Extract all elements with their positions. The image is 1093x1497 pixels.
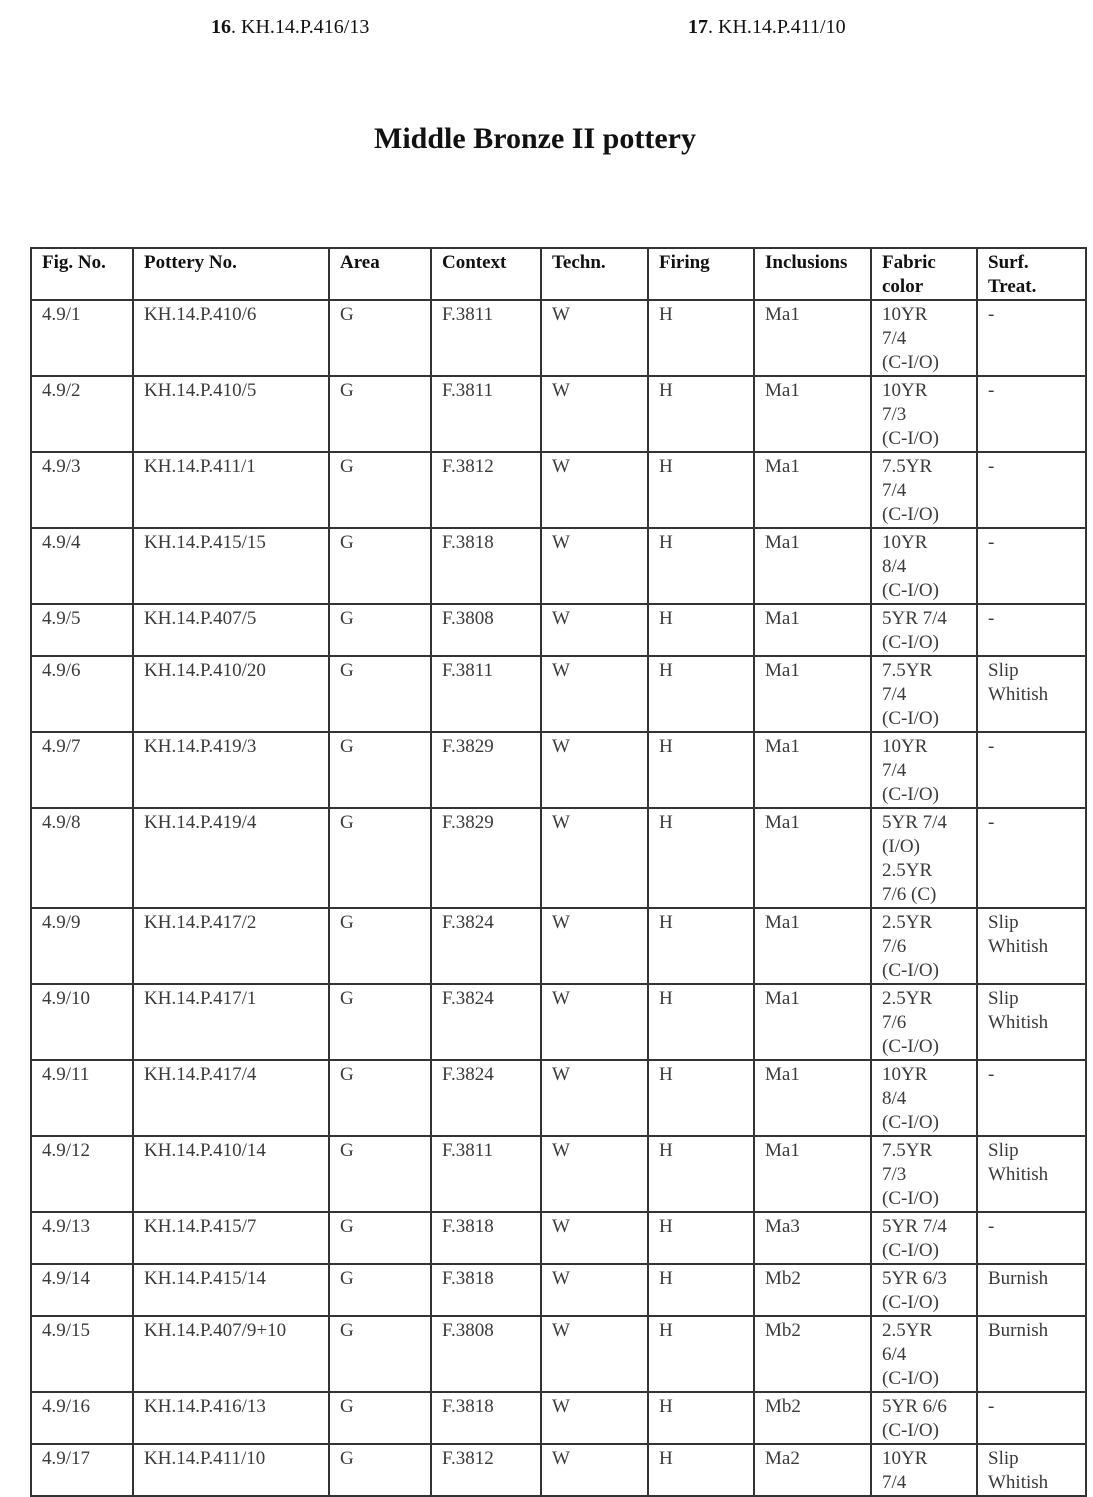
cell-fabric-color: 7.5YR 7/4 (C-I/O) [871,656,977,732]
figure-caption-16 [211,16,369,39]
cell-firing: H [648,1060,754,1136]
cell-pottery-no: KH.14.P.415/7 [133,1212,329,1264]
cell-inclusions: Mb2 [754,1316,871,1392]
cell-area: G [329,452,431,528]
cell-techn: W [541,656,648,732]
cell-context: F.3818 [431,1264,541,1316]
cell-fig-no: 4.9/1 [31,300,133,376]
cell-inclusions: Ma1 [754,808,871,908]
cell-fabric-color: 10YR 7/4 (C-I/O) [871,732,977,808]
cell-fabric-color: 5YR 6/3 (C-I/O) [871,1264,977,1316]
cell-firing: H [648,604,754,656]
cell-inclusions: Ma1 [754,1136,871,1212]
cell-fig-no: 4.9/15 [31,1316,133,1392]
cell-surf-treat: - [977,528,1086,604]
cell-fig-no: 4.9/11 [31,1060,133,1136]
cell-area: G [329,808,431,908]
table-row [31,656,1086,732]
cell-surf-treat: Slip Whitish [977,1444,1086,1496]
cell-pottery-no: KH.14.P.410/14 [133,1136,329,1212]
cell-firing: H [648,1316,754,1392]
cell-inclusions: Mb2 [754,1264,871,1316]
page-title: Middle Bronze II pottery [374,122,696,155]
table-row [31,908,1086,984]
cell-firing: H [648,528,754,604]
cell-inclusions: Ma1 [754,656,871,732]
cell-fabric-color: 10YR 7/4 [871,1444,977,1496]
table-row [31,528,1086,604]
cell-inclusions: Ma1 [754,732,871,808]
cell-area: G [329,1212,431,1264]
cell-firing: H [648,300,754,376]
figure-caption-17 [688,16,846,39]
cell-techn: W [541,1212,648,1264]
column-header-surf-treat: Surf. Treat. [977,248,1086,300]
cell-pottery-no: KH.14.P.417/2 [133,908,329,984]
cell-context: F.3811 [431,376,541,452]
cell-techn: W [541,1316,648,1392]
cell-surf-treat: Slip Whitish [977,984,1086,1060]
cell-firing: H [648,732,754,808]
cell-pottery-no: KH.14.P.415/15 [133,528,329,604]
table-row [31,300,1086,376]
cell-inclusions: Ma3 [754,1212,871,1264]
header-row [31,248,1086,300]
table-row [31,376,1086,452]
cell-techn: W [541,376,648,452]
cell-context: F.3811 [431,1136,541,1212]
cell-pottery-no: KH.14.P.410/5 [133,376,329,452]
table-row [31,1060,1086,1136]
cell-pottery-no: KH.14.P.407/9+10 [133,1316,329,1392]
cell-surf-treat: Slip Whitish [977,908,1086,984]
cell-inclusions: Ma1 [754,452,871,528]
cell-surf-treat: - [977,1392,1086,1444]
table-row [31,1264,1086,1316]
column-header-context: Context [431,248,541,300]
table-row [31,1316,1086,1392]
cell-fig-no: 4.9/9 [31,908,133,984]
table-row [31,808,1086,908]
table-row [31,604,1086,656]
column-header-fig-no: Fig. No. [31,248,133,300]
cell-inclusions: Ma1 [754,528,871,604]
cell-firing: H [648,808,754,908]
cell-inclusions: Ma1 [754,604,871,656]
cell-surf-treat: Slip Whitish [977,1136,1086,1212]
cell-pottery-no: KH.14.P.411/1 [133,452,329,528]
cell-fig-no: 4.9/13 [31,1212,133,1264]
cell-fabric-color: 5YR 6/6 (C-I/O) [871,1392,977,1444]
column-header-techn: Techn. [541,248,648,300]
cell-area: G [329,528,431,604]
cell-surf-treat: - [977,732,1086,808]
cell-surf-treat: Burnish [977,1316,1086,1392]
cell-area: G [329,300,431,376]
cell-firing: H [648,1444,754,1496]
cell-techn: W [541,528,648,604]
column-header-pottery-no: Pottery No. [133,248,329,300]
cell-fabric-color: 2.5YR 7/6 (C-I/O) [871,984,977,1060]
table-row [31,1212,1086,1264]
cell-context: F.3818 [431,1212,541,1264]
cell-context: F.3808 [431,1316,541,1392]
cell-techn: W [541,1264,648,1316]
cell-context: F.3829 [431,808,541,908]
column-header-area: Area [329,248,431,300]
cell-surf-treat: - [977,376,1086,452]
cell-firing: H [648,1264,754,1316]
cell-fig-no: 4.9/14 [31,1264,133,1316]
cell-fig-no: 4.9/10 [31,984,133,1060]
cell-fig-no: 4.9/16 [31,1392,133,1444]
cell-area: G [329,1392,431,1444]
caption-text: . KH.14.P.411/10 [708,16,846,38]
cell-firing: H [648,908,754,984]
cell-pottery-no: KH.14.P.416/13 [133,1392,329,1444]
cell-pottery-no: KH.14.P.417/4 [133,1060,329,1136]
cell-pottery-no: KH.14.P.410/20 [133,656,329,732]
cell-area: G [329,908,431,984]
caption-text: . KH.14.P.416/13 [231,16,370,38]
table-row [31,1392,1086,1444]
cell-inclusions: Ma2 [754,1444,871,1496]
cell-fabric-color: 10YR 7/3 (C-I/O) [871,376,977,452]
cell-fabric-color: 10YR 7/4 (C-I/O) [871,300,977,376]
cell-context: F.3824 [431,908,541,984]
cell-surf-treat: - [977,604,1086,656]
cell-surf-treat: Slip Whitish [977,656,1086,732]
cell-firing: H [648,1392,754,1444]
cell-context: F.3811 [431,656,541,732]
cell-surf-treat: Burnish [977,1264,1086,1316]
cell-inclusions: Ma1 [754,984,871,1060]
cell-context: F.3824 [431,1060,541,1136]
cell-techn: W [541,452,648,528]
cell-pottery-no: KH.14.P.411/10 [133,1444,329,1496]
cell-inclusions: Ma1 [754,908,871,984]
cell-area: G [329,1444,431,1496]
cell-techn: W [541,732,648,808]
cell-fabric-color: 2.5YR 6/4 (C-I/O) [871,1316,977,1392]
cell-techn: W [541,984,648,1060]
cell-context: F.3808 [431,604,541,656]
cell-fig-no: 4.9/5 [31,604,133,656]
cell-surf-treat: - [977,452,1086,528]
column-header-fabric-color: Fabric color [871,248,977,300]
table-body [31,300,1086,1496]
cell-fabric-color: 7.5YR 7/4 (C-I/O) [871,452,977,528]
table-row [31,1136,1086,1212]
cell-techn: W [541,1060,648,1136]
cell-context: F.3812 [431,452,541,528]
cell-context: F.3818 [431,528,541,604]
cell-inclusions: Ma1 [754,300,871,376]
cell-pottery-no: KH.14.P.415/14 [133,1264,329,1316]
cell-pottery-no: KH.14.P.410/6 [133,300,329,376]
cell-fabric-color: 7.5YR 7/3 (C-I/O) [871,1136,977,1212]
cell-area: G [329,656,431,732]
cell-area: G [329,1136,431,1212]
cell-context: F.3829 [431,732,541,808]
cell-fabric-color: 10YR 8/4 (C-I/O) [871,1060,977,1136]
cell-techn: W [541,300,648,376]
cell-techn: W [541,1392,648,1444]
cell-fabric-color: 5YR 7/4 (C-I/O) [871,1212,977,1264]
cell-firing: H [648,656,754,732]
cell-firing: H [648,452,754,528]
cell-area: G [329,1264,431,1316]
cell-techn: W [541,908,648,984]
caption-number: 16 [211,16,231,38]
cell-area: G [329,984,431,1060]
pottery-table [30,247,1087,1497]
cell-fabric-color: 5YR 7/4 (C-I/O) [871,604,977,656]
cell-firing: H [648,984,754,1060]
cell-inclusions: Ma1 [754,376,871,452]
cell-firing: H [648,1212,754,1264]
cell-area: G [329,732,431,808]
cell-fabric-color: 2.5YR 7/6 (C-I/O) [871,908,977,984]
cell-fig-no: 4.9/3 [31,452,133,528]
cell-fig-no: 4.9/2 [31,376,133,452]
cell-techn: W [541,1444,648,1496]
cell-techn: W [541,604,648,656]
cell-pottery-no: KH.14.P.417/1 [133,984,329,1060]
cell-area: G [329,604,431,656]
cell-firing: H [648,376,754,452]
table-row [31,452,1086,528]
cell-area: G [329,1316,431,1392]
caption-number: 17 [688,16,708,38]
cell-context: F.3811 [431,300,541,376]
cell-fig-no: 4.9/7 [31,732,133,808]
cell-fig-no: 4.9/6 [31,656,133,732]
cell-fabric-color: 10YR 8/4 (C-I/O) [871,528,977,604]
table-row [31,984,1086,1060]
column-header-inclusions: Inclusions [754,248,871,300]
cell-fig-no: 4.9/4 [31,528,133,604]
cell-firing: H [648,1136,754,1212]
cell-surf-treat: - [977,1060,1086,1136]
table-row [31,732,1086,808]
cell-fig-no: 4.9/12 [31,1136,133,1212]
cell-surf-treat: - [977,300,1086,376]
cell-fig-no: 4.9/8 [31,808,133,908]
cell-fig-no: 4.9/17 [31,1444,133,1496]
cell-area: G [329,376,431,452]
cell-context: F.3824 [431,984,541,1060]
cell-inclusions: Mb2 [754,1392,871,1444]
cell-area: G [329,1060,431,1136]
cell-surf-treat: - [977,1212,1086,1264]
cell-fabric-color: 5YR 7/4 (I/O) 2.5YR 7/6 (C) [871,808,977,908]
cell-pottery-no: KH.14.P.419/4 [133,808,329,908]
cell-surf-treat: - [977,808,1086,908]
cell-context: F.3818 [431,1392,541,1444]
cell-pottery-no: KH.14.P.407/5 [133,604,329,656]
cell-inclusions: Ma1 [754,1060,871,1136]
table-row [31,1444,1086,1496]
column-header-firing: Firing [648,248,754,300]
table-header [31,248,1086,300]
cell-techn: W [541,1136,648,1212]
cell-context: F.3812 [431,1444,541,1496]
cell-techn: W [541,808,648,908]
cell-pottery-no: KH.14.P.419/3 [133,732,329,808]
